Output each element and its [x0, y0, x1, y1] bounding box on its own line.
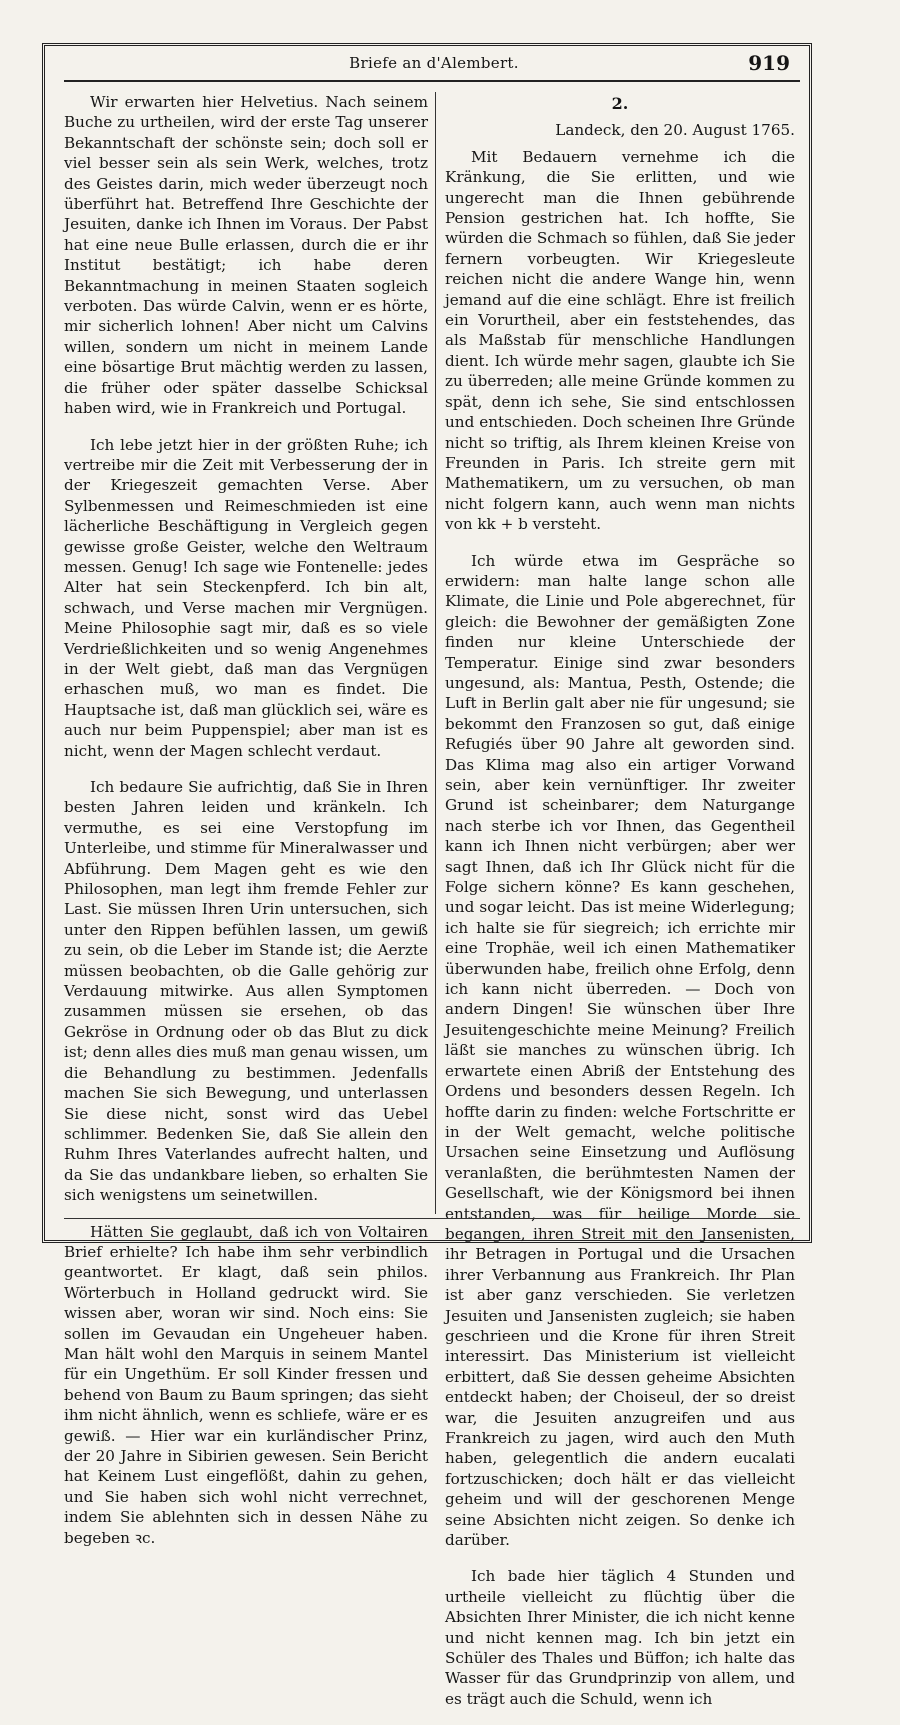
letter-number: 2. [611, 94, 629, 113]
paragraph: Ich bade hier täglich 4 Stunden und urtheile vielleicht zu flüchtig über die Absichten Ihrer Minister, die ich nicht kenne und nicht kennen mag. Ich bin jetzt ein Schüler des Thales und Büffon; ich halte das Wasser für das Grundprinzip von allem, und es trägt auch die Schuld, wenn ich [445, 1567, 795, 1708]
bottom-rule [64, 1218, 800, 1219]
paragraph: Hätten Sie geglaubt, daß ich von Voltairen Brief erhielte? Ich habe ihm sehr verbindlich geantwortet. Er klagt, daß sein philos. Wörterbuch in Holland gedruckt wird. Sie wissen aber, woran wir sind. Noch eins: Sie sollen im Gevaudan ein Ungeheuer haben. Man hält wohl den Marquis in seinem Mantel für ein Ungethüm. Er soll Kinder fressen und behend von Baum zu Baum springen; das sieht ihm nicht ähnlich, wenn es schliefe, wäre er es gewiß. — Hier war ein kurländischer Prinz, der 20 Jahre in Sibirien gewesen. Sein Bericht hat Keinem Lust eingeflößt, dahin zu gehen, und Sie haben sich wohl nicht verrechnet, indem Sie ablehnten sich in dessen Nähe zu begeben ꝛc. [64, 1222, 428, 1547]
right-column [445, 92, 795, 1725]
letter-date: Landeck, den 20. August 1765. [555, 121, 795, 140]
page-number: 919 [748, 51, 790, 75]
header-rule [64, 80, 800, 82]
paragraph: Mit Bedauern vernehme ich die Kränkung, die Sie erlitten, und wie ungerecht man die Ihnen gebührende Pension gestrichen hat. Ich hoffte, Sie würden die Schmach so fühlen, daß Sie jeder fernern vorbeugten. Wir Kriegesleute reichen nicht die andere Wange hin, wenn jemand auf die eine schlägt. Ehre ist freilich ein Vorurtheil, aber ein feststehendes, das als Maßstab für menschliche Handlungen dient. Ich würde mehr sagen, glaubte ich Sie zu überreden; alle meine Gründe kommen zu spät, denn ich sehe, Sie sind entschlossen und entschieden. Doch scheinen Ihre Gründe nicht so triftig, als Ihrem kleinen Kreise von Freunden in Paris. Ich streite gern mit Mathematikern, um zu versuchen, ob man nicht folgern kann, auch wenn man nichts von kk + b versteht. [445, 147, 795, 534]
paragraph: Ich bedaure Sie aufrichtig, daß Sie in Ihren besten Jahren leiden und kränkeln. Ich vermuthe, es sei eine Verstopfung im Unterleibe, und stimme für Mineralwasser und Abführung. Dem Magen geht es wie den Philosophen, man legt ihm fremde Fehler zur Last. Sie müssen Ihren Urin untersuchen, sich unter den Rippen befühlen lassen, um gewiß zu sein, ob die Leber im Stande ist; die Aerzte müssen beobachten, ob die Galle gehörig zur Verdauung mitwirke. Aus allen Symptomen zusammen müssen sie ersehen, ob das Gekröse in Ordnung oder ob das Blut zu dick ist; denn alles dies muß man genau wissen, um die Behandlung zu bestimmen. Jedenfalls machen Sie sich Bewegung, und unterlassen Sie diese nicht, sonst wird das Uebel schlimmer. Bedenken Sie, daß Sie allein den Ruhm Ihres Vaterlandes aufrecht halten, und da Sie das undankbare lieben, so erhalten Sie sich wenigstens um seinetwillen. [64, 778, 428, 1205]
running-title: Briefe an d'Alembert. [349, 54, 519, 72]
left-column [64, 92, 428, 1564]
paragraph: Ich lebe jetzt hier in der größten Ruhe; ich vertreibe mir die Zeit mit Verbesserung der in der Kriegeszeit gemachten Verse. Aber Sylbenmessen und Reimeschmieden ist eine lächerliche Beschäftigung in Vergleich gegen gewisse große Geister, welche den Weltraum messen. Genug! Ich sage wie Fontenelle: jedes Alter hat sein Steckenpferd. Ich bin alt, schwach, und Verse machen mir Vergnügen. Meine Philosophie sagt mir, daß es so viele Verdrießlichkeiten und so wenig Angenehmes in der Welt giebt, daß man das Vergnügen erhaschen muß, wo man es findet. Die Hauptsache ist, daß man glücklich sei, wäre es auch nur beim Puppenspiel; aber man ist es nicht, wenn der Magen schlecht verdaut. [64, 435, 428, 760]
paragraph: Ich würde etwa im Gespräche so erwidern: man halte lange schon alle Klimate, die Linie und Pole abgerechnet, für gleich: die Bewohner der gemäßigten Zone finden nur kleine Unterschiede der Temperatur. Einige sind zwar besonders ungesund, als: Mantua, Pesth, Ostende; die Luft in Berlin galt aber nie für ungesund; sie bekommt den Franzosen so gut, daß einige Refugiés über 90 Jahre alt geworden sind. Das Klima mag also ein artiger Vorwand sein, aber kein vernünftiger. Ihr zweiter Grund ist scheinbarer; dem Naturgange nach sterbe ich vor Ihnen, das Gegentheil kann ich Ihnen nicht verbürgen; aber wer sagt Ihnen, daß ich Ihr Glück nicht für die Folge sichern könne? Es kann geschehen, und sogar leicht. Das ist meine Widerlegung; ich halte sie für siegreich; ich errichte mir eine Trophäe, weil ich einen Mathematiker überwunden habe, freilich ohne Erfolg, denn ich kann nicht überreden. — Doch von andern Dingen! Sie wünschen über Ihre Jesuitengeschichte meine Meinung? Freilich läßt sie manches zu wünschen übrig. Ich erwartete einen Abriß der Entstehung des Ordens und besonders dessen Regeln. Ich hoffte darin zu finden: welche Fortschritte er in der Welt gemacht, welche politische Ursachen seine Einsetzung und Auflösung veranlaßten, die berühmtesten Namen der Gesellschaft, wie der Königsmord bei ihnen entstanden, was für heilige Morde sie begangen, ihren Streit mit den Jansenisten, ihr Betragen in Portugal und die Ursachen ihrer Verbannung aus Frankreich. Ihr Plan ist aber ganz verschieden. Sie verletzen Jesuiten und Jansenisten zugleich; sie haben geschrieen und die Krone für ihren Streit interessirt. Das Ministerium ist vielleicht erbittert, daß Sie dessen geheime Absichten entdeckt haben; der Choiseul, der so dreist war, die Jesuiten anzugreifen und aus Frankreich zu jagen, wird auch den Muth haben, gelegentlich die andern eucalati fortzuschicken; doch hält er das vielleicht geheim und will der geschorenen Menge seine Absichten nicht zeigen. So denke ich darüber. [445, 551, 795, 1550]
column-divider [435, 92, 436, 1214]
page-header [64, 52, 804, 80]
paragraph: Wir erwarten hier Helvetius. Nach seinem Buche zu urtheilen, wird der erste Tag unserer Bekanntschaft der schönste sein; doch soll er viel besser sein als sein Werk, welches, trotz des Geistes darin, mich weder überzeugt noch überführt hat. Betreffend Ihre Geschichte der Jesuiten, danke ich Ihnen im Voraus. Der Pabst hat eine neue Bulle erlassen, durch die er ihr Institut bestätigt; ich habe deren Bekanntmachung in meinen Staaten sogleich verboten. Das würde Calvin, wenn er es hörte, mir sicherlich lohnen! Aber nicht um Calvins willen, sondern um nicht in meinem Lande eine bösartige Brut mächtig werden zu lassen, die früher oder später dasselbe Schicksal haben wird, wie in Frankreich und Portugal. [64, 93, 428, 418]
